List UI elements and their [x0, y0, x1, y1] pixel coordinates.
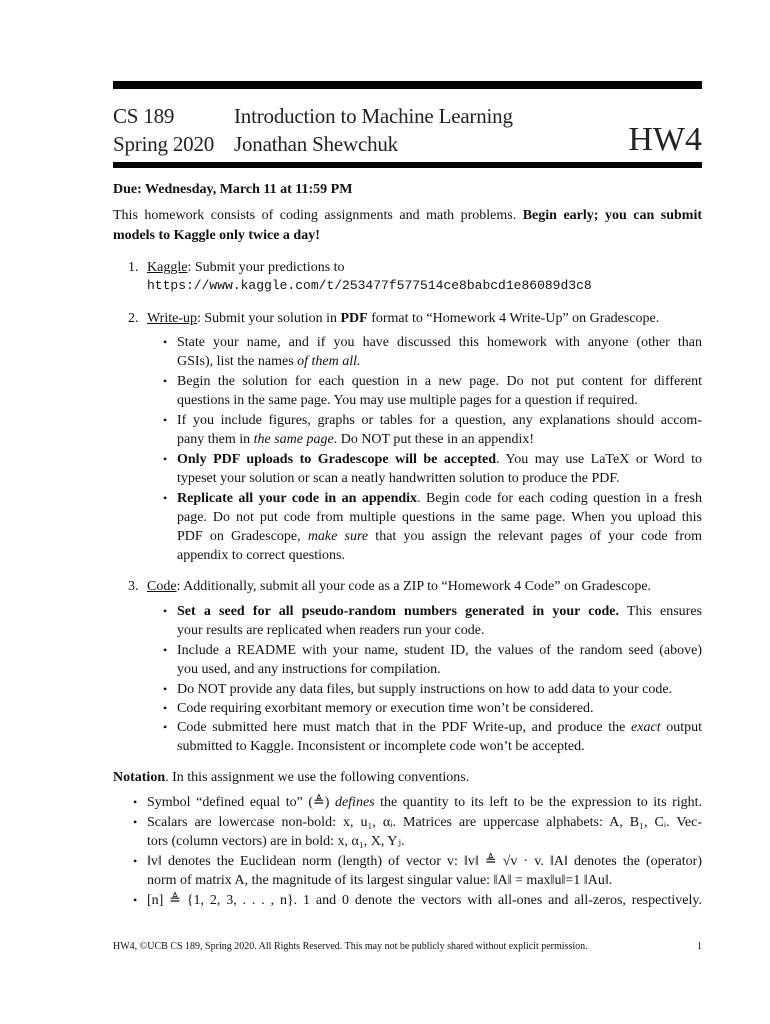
writeup-bullet-3-line-2: pany them in the same page. Do NOT put these in an appendix! [177, 432, 535, 447]
notation-item-3-line-2: norm of matrix A, the magnitude of its largest singular value: ‖A‖ = max‖u‖=1 ‖Au‖. [147, 873, 613, 888]
code-label: Code [147, 579, 177, 594]
bullet-icon: • [163, 374, 168, 388]
due-date: Due: Wednesday, March 11 at 11:59 PM [113, 182, 353, 197]
notation-heading: Notation. In this assignment we use the following conventions. [113, 770, 470, 785]
course-term: Spring 2020 [113, 132, 215, 156]
writeup-bullet-1-line-1: State your name, and if you have discussed this homework with anyone (other than [177, 335, 702, 350]
intro-line-2: models to Kaggle only twice a day! [113, 228, 320, 243]
notation-item-3-line-1: ‖v‖ denotes the Euclidean norm (length) of vector v: ‖v‖ ≜ √v · v. ‖A‖ denotes the (operator) [147, 854, 702, 869]
notation-item-2-line-2: tors (column vectors) are in bold: x, α₁, X, Yⱼ. [147, 834, 405, 849]
kaggle-url-link[interactable]: https://www.kaggle.com/t/253477f577514ce8babcd1e86089d3c8 [147, 278, 592, 293]
code-bullet-4: Code requiring exorbitant memory or execution time won’t be considered. [177, 701, 594, 716]
bullet-icon: • [163, 701, 168, 715]
writeup-bullet-3-line-1: If you include figures, graphs or tables for a question, any explanations should accom- [177, 413, 702, 428]
item-number: 3. [128, 579, 139, 594]
notation-item-4: [n] ≜ {1, 2, 3, . . . , n}. 1 and 0 denote the vectors with all-ones and all-zeros, respectively. [147, 893, 702, 908]
writeup-label: Write-up [147, 311, 197, 326]
bullet-icon: • [133, 795, 138, 809]
writeup-line: Write-up: Submit your solution in PDF format to “Homework 4 Write-Up” on Gradescope. [147, 311, 660, 326]
writeup-bullet-5-line-4: appendix to correct questions. [177, 548, 345, 563]
bullet-icon: • [163, 643, 168, 657]
code-line: Code: Additionally, submit all your code as a ZIP to “Homework 4 Code” on Gradescope. [147, 579, 652, 594]
page-number: 1 [697, 941, 702, 952]
bullet-icon: • [163, 335, 168, 349]
writeup-bullet-1-line-2: GSIs), list the names of them all. [177, 354, 361, 369]
footer-copyright: HW4, ©UCB CS 189, Spring 2020. All Rights Reserved. This may not be publicly shared without explicit permission. [113, 941, 588, 952]
bullet-icon: • [163, 452, 168, 466]
bullet-icon: • [133, 893, 138, 907]
writeup-bullet-4-line-1: Only PDF uploads to Gradescope will be accepted. You may use LaTeX or Word to [177, 452, 702, 467]
bullet-icon: • [163, 491, 168, 505]
bullet-icon: • [133, 815, 138, 829]
bullet-icon: • [163, 604, 168, 618]
code-bullet-1-line-2: your results are replicated when readers run your code. [177, 623, 485, 638]
instructor-name: Jonathan Shewchuk [234, 132, 398, 156]
bullet-icon: • [163, 720, 168, 734]
bullet-icon: • [163, 682, 168, 696]
intro-line-1: This homework consists of coding assignments and math problems. Begin early; you can submit [113, 208, 702, 223]
bullet-icon: • [133, 854, 138, 868]
header-rule-top [113, 81, 702, 89]
kaggle-line: Kaggle: Submit your predictions to [147, 260, 345, 275]
course-title: Introduction to Machine Learning [234, 104, 513, 128]
item-number: 2. [128, 311, 139, 326]
writeup-bullet-2-line-2: questions in the same page. You may use multiple pages for a question if required. [177, 393, 638, 408]
code-bullet-2-line-1: Include a README with your name, student ID, the values of the random seed (above) [177, 643, 702, 658]
kaggle-label: Kaggle [147, 260, 188, 275]
code-bullet-5-line-1: Code submitted here must match that in the PDF Write-up, and produce the exact output [177, 720, 703, 735]
writeup-bullet-5-line-3: PDF on Gradescope, make sure that you assign the relevant pages of your code from [177, 529, 702, 544]
course-code: CS 189 [113, 104, 175, 128]
code-bullet-2-line-2: you used, and any instructions for compilation. [177, 662, 441, 677]
writeup-bullet-2-line-1: Begin the solution for each question in a new page. Do not put content for different [177, 374, 702, 389]
code-bullet-5-line-2: submitted to Kaggle. Inconsistent or incomplete code won’t be accepted. [177, 739, 585, 754]
item-number: 1. [128, 260, 139, 275]
code-bullet-1-line-1: Set a seed for all pseudo-random numbers generated in your code. This ensures [177, 604, 703, 619]
notation-item-1: Symbol “defined equal to” (≜) defines the quantity to its left to be the expression to its right. [147, 795, 703, 810]
notation-item-2-line-1: Scalars are lowercase non-bold: x, u₁, αᵢ. Matrices are uppercase alphabets: A, B₁, Cᵢ. Vec- [147, 815, 702, 830]
header-rule-bottom [113, 162, 702, 168]
bullet-icon: • [163, 413, 168, 427]
writeup-bullet-4-line-2: typeset your solution or scan a neatly handwritten solution to produce the PDF. [177, 471, 620, 486]
writeup-bullet-5-line-2: page. Do not put code from multiple questions in the same page. When you upload this [177, 510, 702, 525]
writeup-bullet-5-line-1: Replicate all your code in an appendix. Begin code for each coding question in a fresh [177, 491, 702, 506]
code-bullet-3: Do NOT provide any data files, but supply instructions on how to add data to your code. [177, 682, 673, 697]
homework-number: HW4 [628, 121, 702, 158]
